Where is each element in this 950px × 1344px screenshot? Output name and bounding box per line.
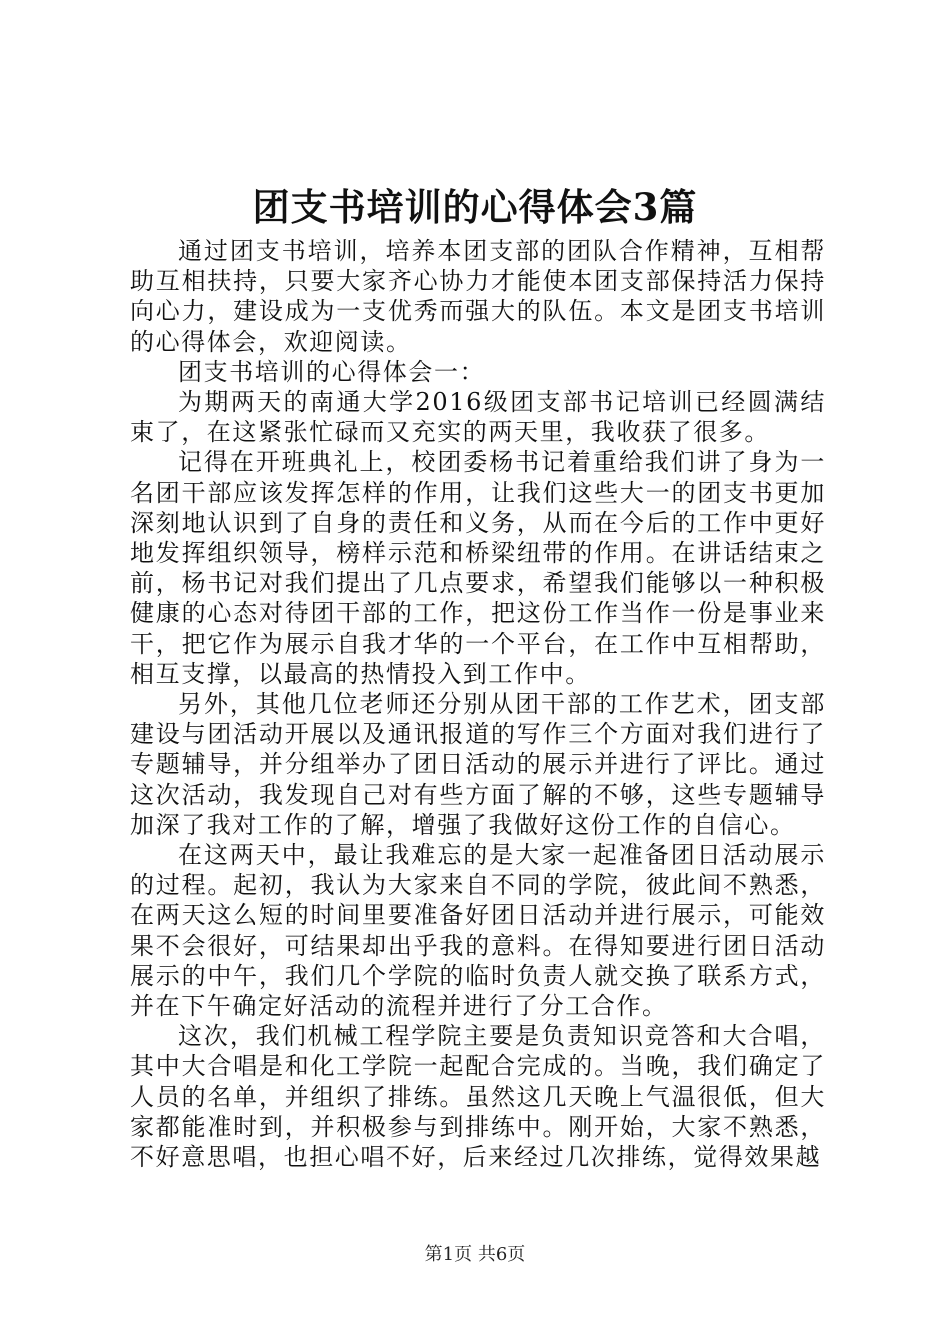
document-body [130, 236, 826, 1172]
paragraph: 为期两天的南通大学2016级团支部书记培训已经圆满结束了，在这紧张忙碌而又充实的两天里，我收获了很多。 [130, 388, 826, 447]
page-number-footer: 第1页 共6页 [424, 1244, 526, 1265]
paragraph-section-heading: 团支书培训的心得体会一： [178, 357, 486, 386]
paragraph: 记得在开班典礼上，校团委杨书记着重给我们讲了身为一名团干部应该发挥怎样的作用，让我们这些大一的团支书更加深刻地认识到了自身的责任和义务，从而在今后的工作中更好地发挥组织领导，榜样示范和桥梁纽带的作用。在讲话结束之前，杨书记对我们提出了几点要求，希望我们能够以一种积极健康的心态对待团干部的工作，把这份工作当作一份是事业来干，把它作为展示自我才华的一个平台，在工作中互相帮助，相互支撑，以最高的热情投入到工作中。 [130, 448, 826, 688]
paragraph: 另外，其他几位老师还分别从团干部的工作艺术，团支部建设与团活动开展以及通讯报道的写作三个方面对我们进行了专题辅导，并分组举办了团日活动的展示并进行了评比。通过这次活动，我发现自己对有些方面了解的不够，这些专题辅导加深了我对工作的了解，增强了我做好这份工作的自信心。 [130, 690, 826, 839]
paragraph-intro: 通过团支书培训，培养本团支部的团队合作精神，互相帮助互相扶持，只要大家齐心协力才能使本团支部保持活力保持向心力，建设成为一支优秀而强大的队伍。本文是团支书培训的心得体会，欢迎阅读。 [130, 237, 826, 356]
paragraph: 在这两天中，最让我难忘的是大家一起准备团日活动展示的过程。起初，我认为大家来自不同的学院，彼此间不熟悉，在两天这么短的时间里要准备好团日活动并进行展示，可能效果不会很好，可结果却出乎我的意料。在得知要进行团日活动展示的中午，我们几个学院的临时负责人就交换了联系方式，并在下午确定好活动的流程并进行了分工合作。 [130, 841, 826, 1021]
paragraph: 这次，我们机械工程学院主要是负责知识竞答和大合唱，其中大合唱是和化工学院一起配合完成的。当晚，我们确定了人员的名单，并组织了排练。虽然这几天晚上气温很低，但大家都能准时到，并积极参与到排练中。刚开始，大家不熟悉，不好意思唱，也担心唱不好，后来经过几次排练，觉得效果越 [130, 1022, 826, 1172]
document-title: 团支书培训的心得体会3篇 [252, 185, 698, 229]
